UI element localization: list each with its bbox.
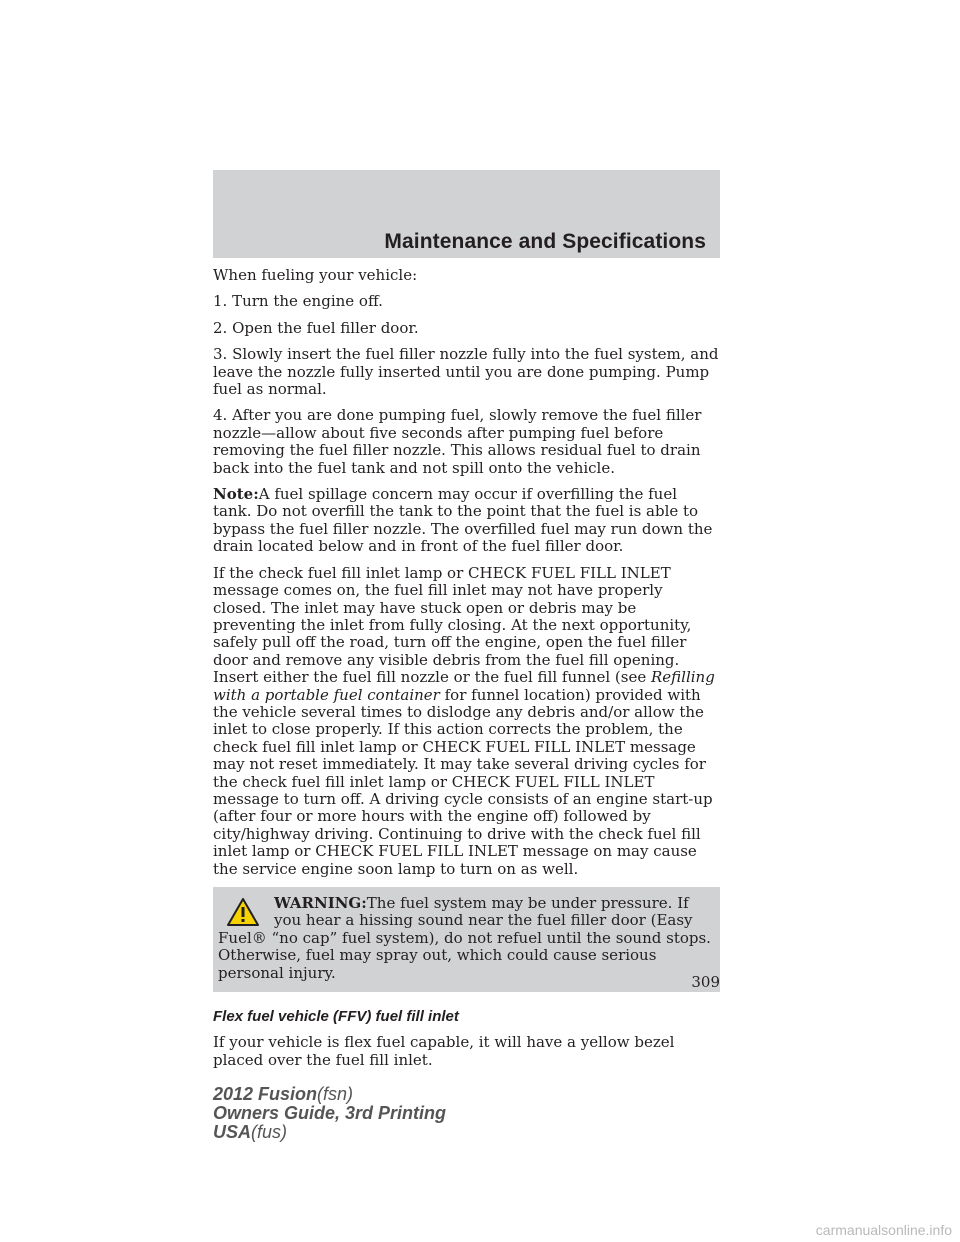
footer-guide: Owners Guide, 3rd Printing — [213, 1103, 447, 1123]
check-lamp-text-1: If the check fuel fill inlet lamp or CHECK FUEL FILL INLET message comes on, the fuel fill inlet may not have properly closed. The inlet may have stuck open or debris may be preventing the inlet from fully closing. At the next opportunity, safely pull off the road, turn off the engine, open the fuel filler door and remove any visible debris from the fuel fill opening. Insert either the fuel fill nozzle or the fuel fill funnel (see — [213, 563, 692, 687]
warning-label: WARNING: — [274, 894, 367, 912]
warning-triangle-icon — [226, 897, 260, 927]
warning-text: The fuel system may be under pressure. If you hear a hissing sound near the fuel filler door (Easy Fuel® “no cap” fuel system), do not refuel until the sound stops. Otherwise, fuel may spray out, which could cause serious personal injury. — [218, 894, 711, 982]
footer-line-region — [213, 1123, 446, 1142]
refilling-reference: Refilling with a portable fuel container — [213, 668, 715, 704]
check-lamp-paragraph — [213, 565, 720, 878]
step-3: 3. Slowly insert the fuel filler nozzle fully into the fuel system, and leave the nozzle fully inserted until you are done pumping. Pump fuel as normal. — [213, 345, 719, 399]
section-header-band — [213, 170, 720, 258]
footer-line-model — [213, 1085, 446, 1104]
check-lamp-text-2: for funnel location) provided with the vehicle several times to dislodge any debris and/or allow the inlet to close properly. If this action corrects the problem, the check fuel fill inlet lamp or CHECK FUEL FILL INLET message may not reset immediately. It may take several driving cycles for the check fuel fill inlet lamp or CHECK FUEL FILL INLET message to turn off. A driving cycle consists of an engine start-up (after four or more hours with the engine off) followed by city/highway driving. Continuing to drive with the check fuel fill inlet lamp or CHECK FUEL FILL INLET message on may cause the service engine soon lamp to turn on as well. — [213, 685, 713, 878]
step-1: 1. Turn the engine off. — [213, 292, 383, 311]
document-footer — [213, 1085, 446, 1142]
intro-paragraph: When fueling your vehicle: — [213, 266, 418, 284]
footer-model-code: (fsn) — [317, 1084, 354, 1104]
footer-region-code: (fus) — [251, 1122, 288, 1142]
note-label: Note: — [213, 485, 259, 504]
ffv-paragraph: If your vehicle is flex fuel capable, it will have a yellow bezel placed over the fuel fill inlet. — [213, 1033, 675, 1069]
footer-model: 2012 Fusion — [213, 1084, 318, 1104]
site-watermark: carmanualsonline.info — [815, 1222, 952, 1238]
page-content — [213, 267, 720, 1078]
ffv-subheading: Flex fuel vehicle (FFV) fuel fill inlet — [213, 1008, 459, 1026]
note-paragraph — [213, 486, 720, 556]
section-title: Maintenance and Specifications — [384, 230, 706, 253]
note-text: A fuel spillage concern may occur if overfilling the fuel tank. Do not overfill the tank to the point that the fuel is able to bypass the fuel filler nozzle. The overfilled fuel may run down the drain located below and in front of the fuel filler door. — [213, 485, 713, 556]
step-4: 4. After you are done pumping fuel, slowly remove the fuel filler nozzle—allow about five seconds after pumping fuel before removing the fuel filler nozzle. This allows residual fuel to drain back into the fuel tank and not spill onto the vehicle. — [213, 406, 702, 477]
step-2: 2. Open the fuel filler door. — [213, 318, 419, 337]
page-number: 309 — [691, 973, 720, 991]
footer-region: USA — [213, 1122, 252, 1142]
warning-box — [213, 887, 720, 992]
